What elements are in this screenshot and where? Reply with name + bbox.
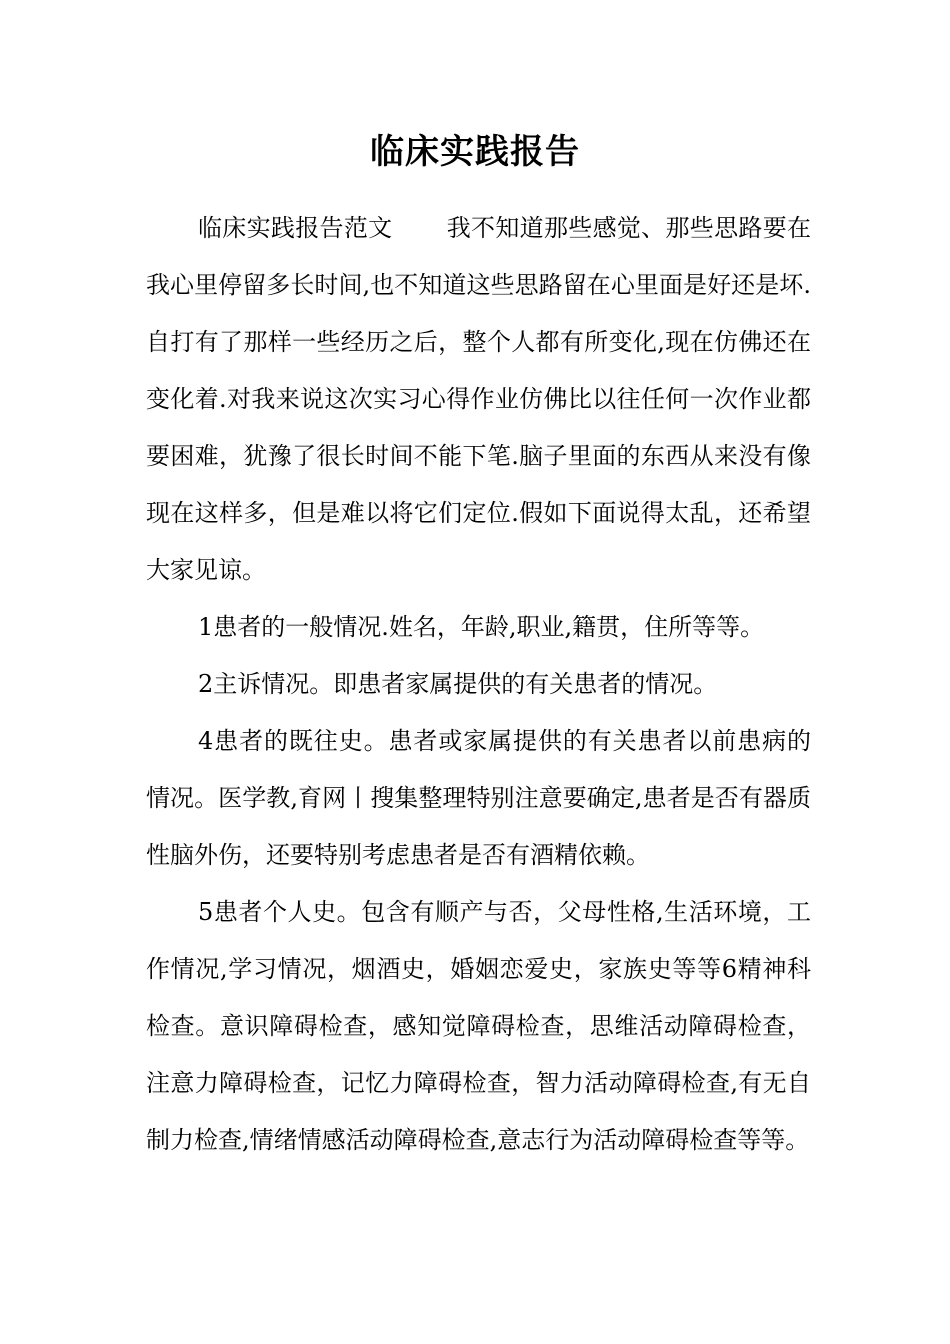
- intro-text: 我不知道那些感觉、那些思路要在我心里停留多长时间,也不知道这些思路留在心里面是好还是坏.自打有了那样一些经历之后，整个人都有所变化,现在仿佛还在变化着.对我来说这次实习心得作业仿佛比以往任何一次作业都要困难，犹豫了很长时间不能下笔.脑子里面的东西从来没有像现在这样多，但是难以将它们定位.假如下面说得太乱，还希望大家见谅。: [146, 214, 812, 584]
- document-title: 临床实践报告: [370, 132, 580, 172]
- paragraph-chief-complaint: 2主诉情况。即患者家属提供的有关患者的情况。: [198, 670, 718, 698]
- intro-paragraph: [146, 200, 811, 599]
- paragraph-personal-history: 5患者个人史。包含有顺产与否，父母性格,生活环境，工作情况,学习情况，烟酒史，婚姻恋爱史，家族史等等6精神科检查。意识障碍检查，感知觉障碍检查，思维活动障碍检查，注意力障碍检查，记忆力障碍检查，智力活动障碍检查,有无自制力检查,情绪情感活动障碍检查,意志行为活动障碍检查等等。: [146, 898, 811, 1154]
- paragraph-general-info: 1患者的一般情况.姓名，年龄,职业,籍贯，住所等等。: [198, 613, 765, 641]
- paragraph-past-history: 4患者的既往史。患者或家属提供的有关患者以前患病的情况。医学教,育网丨搜集整理特别注意要确定,患者是否有器质性脑外伤，还要特别考虑患者是否有酒精依赖。: [146, 727, 811, 869]
- intro-label: 临床实践报告范文: [198, 214, 393, 242]
- document-body: [146, 200, 811, 1169]
